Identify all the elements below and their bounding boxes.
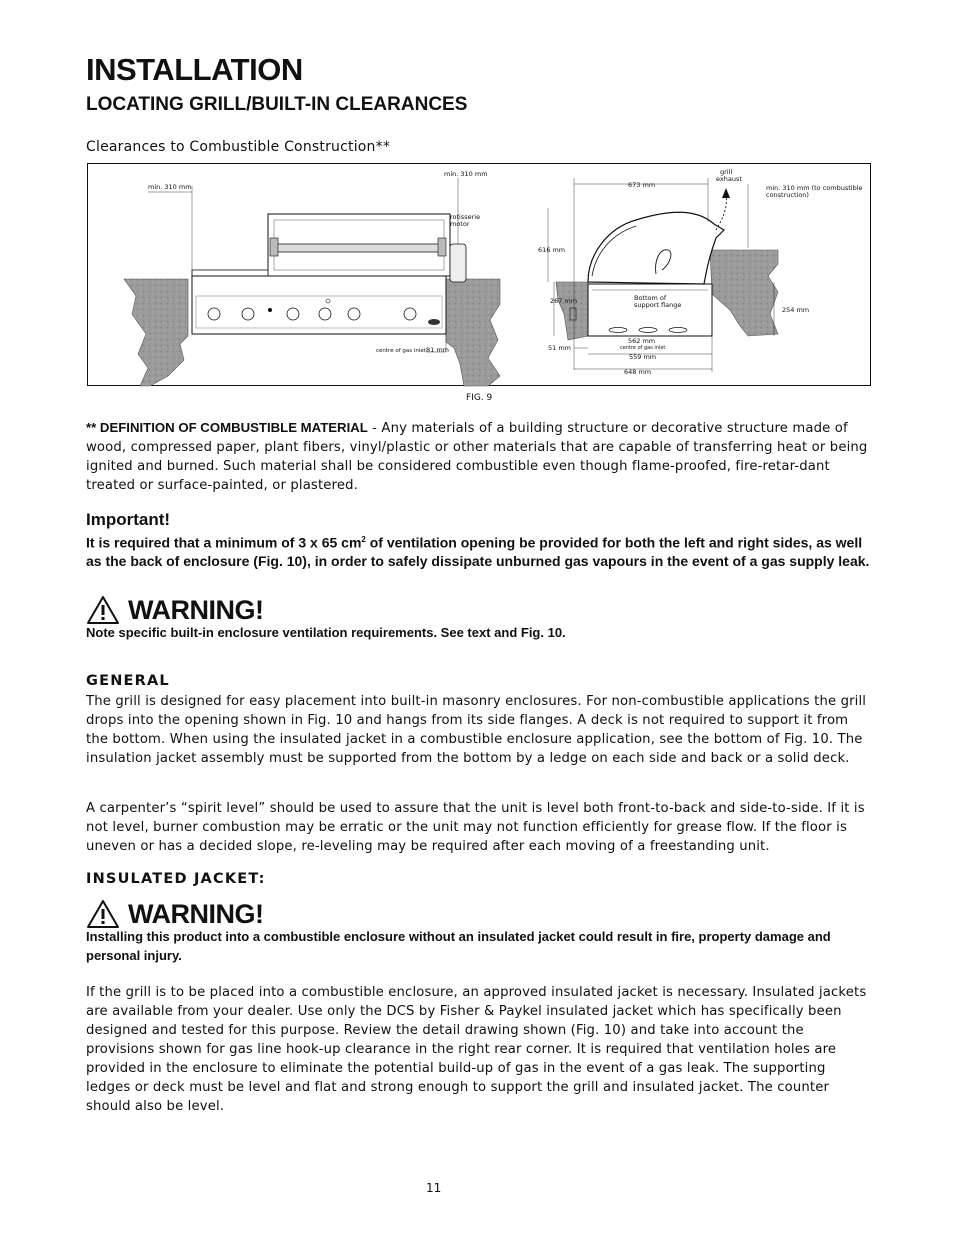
definition-text: - Any materials of a building structure or decorative structure made of wood, compressed paper, plant fibers, vinyl/plastic or other materials that are capable of transferring heat or being ignited and burned. Such material shall be considered combustible even though flame-proofed, fire-retar-dant treated or surface-painted, or plastered. bbox=[86, 421, 868, 493]
side-left-masonry bbox=[556, 282, 588, 340]
general-paragraph-2: A carpenter’s “spirit level” should be used to assure that the unit is level both front-to-back and side-to-side. If it is not level, burner combustion may be erratic or the unit may not function efficiently for grease flow. If the floor is uneven or has a decided slope, re-leveling may be required after each moving of a freestanding unit. bbox=[86, 801, 865, 854]
important-heading: Important! bbox=[86, 510, 171, 529]
dim-51-label: 51 mm bbox=[548, 344, 572, 352]
flange-label-1: Bottom of bbox=[634, 294, 667, 302]
dim-562-label: 562 mm bbox=[628, 337, 656, 345]
front-gas-inlet-label: centre of gas inlet bbox=[376, 348, 426, 354]
dim-559-label: 559 mm bbox=[629, 353, 657, 361]
side-view bbox=[538, 168, 863, 376]
rotisserie-label-1: rotisserie bbox=[450, 213, 481, 221]
warning-title-2: WARNING! bbox=[128, 898, 264, 929]
control-panel bbox=[192, 276, 446, 334]
dim-673-label: 673 mm bbox=[628, 181, 656, 189]
clearance-figure bbox=[87, 163, 871, 386]
important-text: It is required that a minimum of 3 x 65 $cm^2$ of ventilation opening be provided for both the left and right sides, as well as the back of enclosure (Fig. 10), in order to safely dissipate unburned gas vapours in the event of a gas supply leak. bbox=[86, 534, 870, 570]
side-right-masonry bbox=[710, 250, 778, 336]
figure-heading: Clearances to Combustible Construction** bbox=[86, 139, 391, 155]
front-view bbox=[124, 170, 500, 386]
flange-label-2: support flange bbox=[634, 301, 682, 309]
right-masonry bbox=[446, 279, 500, 386]
warning-banner-1 bbox=[86, 592, 263, 628]
clearance-diagram bbox=[88, 164, 872, 387]
warning-note-2: Installing this product into a combustible enclosure without an insulated jacket could result in fire, property damage and personal injury. bbox=[86, 929, 831, 963]
general-heading: GENERAL bbox=[86, 673, 170, 689]
rotisserie-motor bbox=[450, 244, 466, 282]
side-min-right-label-2: construction) bbox=[766, 191, 809, 199]
dim-648-label: 648 mm bbox=[624, 368, 652, 376]
side-firebox bbox=[588, 284, 712, 336]
page-subtitle: LOCATING GRILL/BUILT-IN CLEARANCES bbox=[86, 94, 468, 115]
warning-triangle-icon bbox=[86, 899, 120, 929]
side-gas-inlet-label: centre of gas inlet bbox=[620, 345, 666, 351]
dim-616-label: 616 mm bbox=[538, 246, 566, 254]
insulated-paragraph: If the grill is to be placed into a combustible enclosure, an approved insulated jacket is necessary. Insulated jackets are available from your dealer. Use only the DCS by Fisher & Paykel insulated jacket which has specifically been designed and tested for this purpose. Review the detail drawing shown (Fig. 10) and take into account the provisions shown for gas line hook-up clearance in the right rear corner. It is required that ventilation holes are provided in the enclosure to eliminate the potential build-up of gas in the event of a gas leak. The supporting ledges or deck must be level and flat and strong enough to support the grill and insulated jacket. The counter should also be level. bbox=[86, 985, 867, 1114]
page-number: 11 bbox=[426, 1181, 442, 1195]
front-min-left-label: min. 310 mm bbox=[148, 183, 192, 191]
figure-caption: FIG. 9 bbox=[466, 393, 493, 403]
rotisserie-label-2: motor bbox=[450, 220, 470, 228]
insulated-heading: INSULATED JACKET: bbox=[86, 871, 266, 887]
side-min-right-label-1: min. 310 mm (to combustible bbox=[766, 184, 863, 192]
page-title: INSTALLATION bbox=[86, 52, 303, 87]
dim-254-label: 254 mm bbox=[782, 306, 810, 314]
left-masonry bbox=[124, 279, 188, 386]
exhaust-label-2: exhaust bbox=[716, 175, 742, 183]
warning-banner-2 bbox=[86, 896, 263, 932]
general-paragraph-1: The grill is designed for easy placement into built-in masonry enclosures. For non-combustible applications the grill drops into the opening shown in Fig. 10 and hangs from its side flanges. A deck is not required to support it from the bottom. When using the insulated jacket in a combustible enclosure application, see the bottom of Fig. 10. The insulation jacket assembly must be supported from the bottom by a ledge on each side and back or a solid deck. bbox=[86, 694, 867, 766]
exhaust-label-1: grill bbox=[720, 168, 733, 176]
lid-handle bbox=[276, 244, 440, 252]
warning-triangle-icon bbox=[86, 595, 120, 625]
definition-heading: ** DEFINITION OF COMBUSTIBLE MATERIAL bbox=[86, 420, 368, 435]
dim-267-label: 267 mm bbox=[550, 297, 578, 305]
warning-title-1: WARNING! bbox=[128, 594, 264, 625]
warning-note-1: Note specific built-in enclosure ventilation requirements. See text and Fig. 10. bbox=[86, 625, 566, 640]
definition-paragraph bbox=[86, 418, 870, 495]
front-min-top-label: min. 310 mm bbox=[444, 170, 488, 178]
front-gas-inlet-dim: 81 mm bbox=[426, 346, 450, 354]
